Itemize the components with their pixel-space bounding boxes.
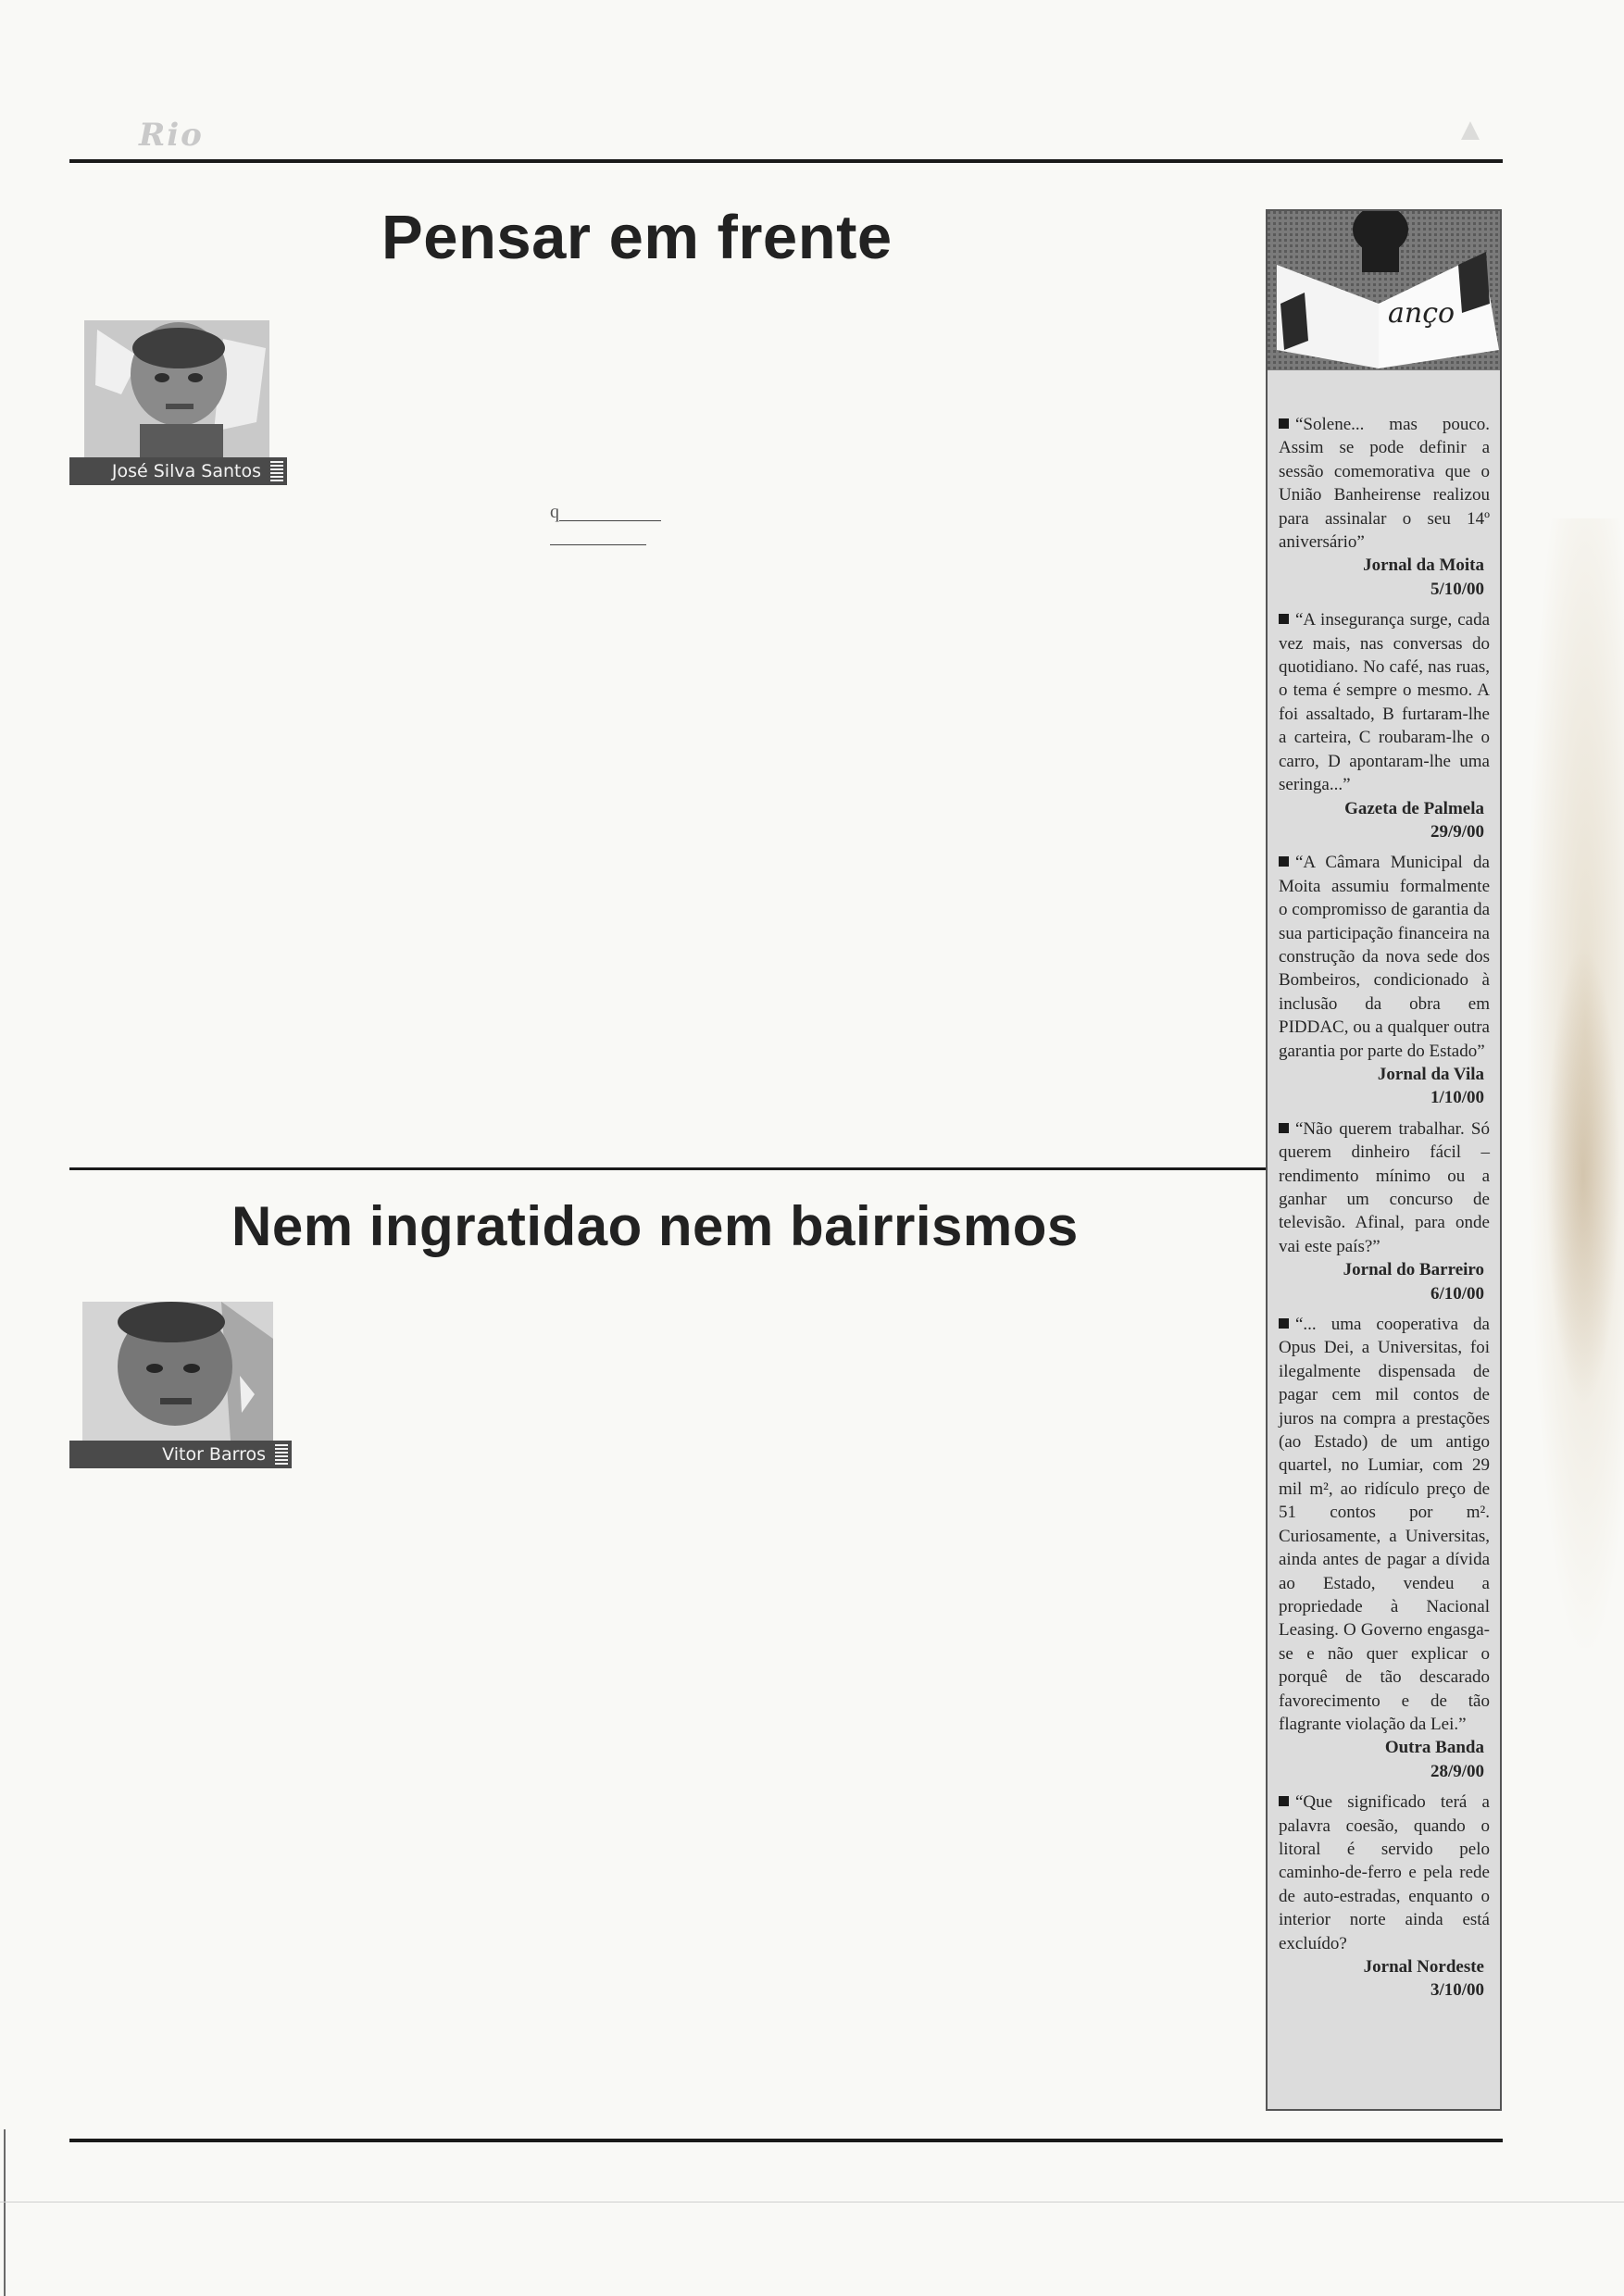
quote-source: Gazeta de Palmela <box>1344 798 1484 818</box>
press-review-sidebar <box>1266 209 1502 2111</box>
quote-date: 29/9/00 <box>1430 821 1484 842</box>
running-head: Rio <box>139 117 204 154</box>
fold-mark <box>550 502 667 523</box>
quote-text: “... uma cooperativa da Opus Dei, a Universitas, foi ilegalmente dispensada de pagar cem mil contos de juros na compra a prestações (ao Estado) de um antigo quartel, no Lumiar, com 29 mil m², ao ridículo preço de 51 contos por m². Curiosamente, a Universitas, ainda antes de pagar a dívida ao Estado, vendeu a propriedade à Nacional Leasing. O Governo engasga-se e não quer explicar o porquê de tão descarado favorecimento e de tão flagrante violação da Lei.” <box>1279 1315 1490 1734</box>
quote-item <box>1279 1313 1490 1783</box>
quote-date: 28/9/00 <box>1430 1761 1484 1781</box>
quote-date: 1/10/00 <box>1430 1088 1484 1108</box>
newspaper-reader-icon <box>1268 211 1500 370</box>
author-photo <box>84 320 269 457</box>
quote-date: 3/10/00 <box>1430 1980 1484 2001</box>
sidebar-header-word: anço <box>1388 297 1455 330</box>
quote-item <box>1279 608 1490 843</box>
author-photo <box>82 1302 273 1441</box>
author-name: José Silva Santos <box>111 461 261 481</box>
bullet-icon <box>1279 418 1289 429</box>
bullet-icon <box>1279 1123 1289 1133</box>
stripes-icon <box>270 461 283 481</box>
quote-list <box>1279 413 1490 2010</box>
quote-text: “A insegurança surge, cada vez mais, nas conversas do quotidiano. No café, nas ruas, o tema é sempre o mesmo. A foi assaltado, B furtaram-lhe a carteira, C roubaram-lhe o carro, D apontaram-lhe uma seringa...” <box>1279 610 1490 795</box>
article-title: Pensar em frente <box>381 203 893 272</box>
portrait-image <box>82 1302 273 1441</box>
quote-item <box>1279 1791 1490 2003</box>
quote-source: Jornal do Barreiro <box>1343 1260 1484 1280</box>
top-rule <box>69 159 1503 163</box>
quote-text: “Não querem trabalhar. Só querem dinheiro fácil – rendimento mínimo ou a ganhar um concurso de televisão. Afinal, para onde vai este país?” <box>1279 1118 1490 1256</box>
quote-source: Outra Banda <box>1384 1738 1484 1758</box>
author-block <box>69 320 287 485</box>
page-edge <box>4 2129 6 2296</box>
paper-stain <box>1546 944 1620 1407</box>
bullet-icon <box>1279 1318 1289 1329</box>
author-name: Vitor Barros <box>162 1444 266 1465</box>
fold-line <box>559 520 661 521</box>
sidebar-header-illustration <box>1268 211 1500 370</box>
quote-source: Jornal da Moita <box>1363 555 1484 576</box>
quote-source: Jornal Nordeste <box>1363 1957 1484 1977</box>
quote-item <box>1279 413 1490 601</box>
quote-source: Jornal da Vila <box>1377 1064 1484 1084</box>
quote-text: “A Câmara Municipal da Moita assumiu formalmente o compromisso de garantia da sua participação financeira na construção da nova sede dos Bombeiros, condicionado à inclusão da obra em PIDDAC, ou a qualquer outra garantia por parte do Estado” <box>1279 853 1490 1061</box>
quote-date: 6/10/00 <box>1430 1283 1484 1304</box>
bullet-icon <box>1279 856 1289 867</box>
quote-item <box>1279 851 1490 1109</box>
author-block <box>69 1302 292 1470</box>
quote-date: 5/10/00 <box>1430 579 1484 599</box>
bottom-rule <box>69 2139 1503 2142</box>
quote-text: “Que significado terá a palavra coesão, quando o litoral é servido pelo caminho-de-ferro e pela rede de auto-estradas, enquanto o interior norte ainda está excluído? <box>1279 1792 1490 1953</box>
quote-item <box>1279 1117 1490 1305</box>
portrait-image <box>84 320 269 457</box>
fold-mark-letter: q <box>550 502 559 522</box>
corner-ornament-icon <box>1458 119 1482 143</box>
quote-text: “Solene... mas pouco. Assim se pode definir a sessão comemorativa que o União Banheirense realizou para assinalar o seu 14º aniversário” <box>1279 415 1490 553</box>
section-rule <box>69 1167 1266 1170</box>
bullet-icon <box>1279 614 1289 624</box>
author-caption <box>69 1441 292 1468</box>
bullet-icon <box>1279 1796 1289 1806</box>
fold-line <box>550 544 646 545</box>
article-title: Nem ingratidao nem bairrismos <box>231 1195 1079 1257</box>
author-caption <box>69 457 287 485</box>
stripes-icon <box>275 1444 288 1465</box>
